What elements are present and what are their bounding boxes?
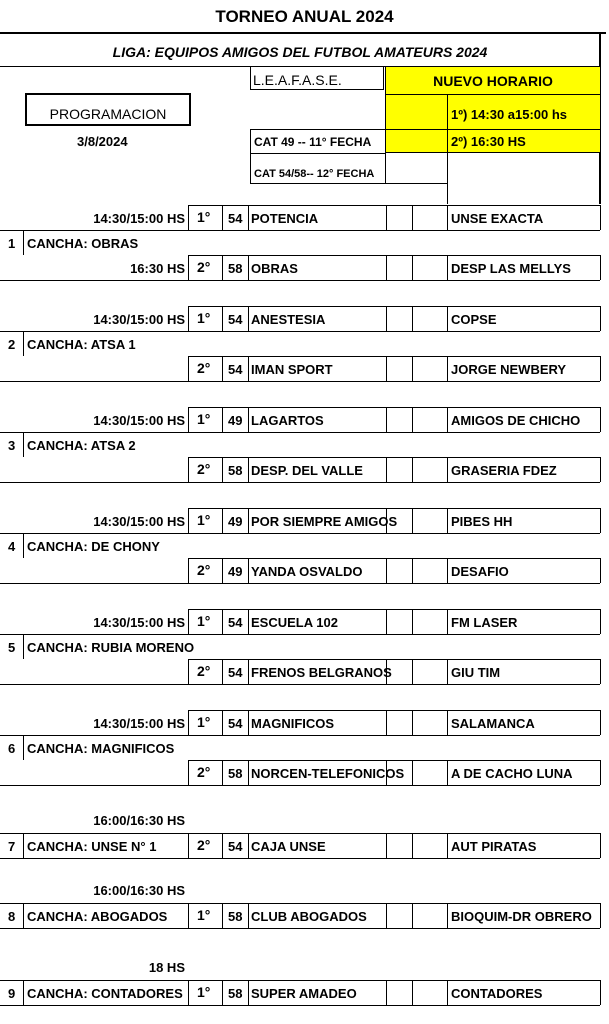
match-time: 16:30 HS bbox=[130, 261, 185, 276]
column-line bbox=[447, 356, 448, 381]
column-line bbox=[412, 407, 413, 432]
column-line bbox=[248, 558, 249, 583]
away-team: AUT PIRATAS bbox=[451, 839, 537, 854]
schedule-second: 2º) 16:30 HS bbox=[451, 134, 526, 149]
column-line bbox=[248, 205, 249, 230]
match-category: 49 bbox=[228, 564, 243, 579]
column-line bbox=[248, 760, 249, 785]
match-time: 14:30/15:00 HS bbox=[93, 413, 185, 428]
column-line bbox=[23, 634, 24, 659]
column-line bbox=[600, 306, 601, 331]
column-line bbox=[248, 710, 249, 735]
column-line bbox=[600, 205, 601, 230]
match-category: 54 bbox=[228, 211, 243, 226]
divider bbox=[0, 32, 606, 34]
column-line bbox=[188, 356, 189, 381]
match-order: 2° bbox=[197, 663, 211, 679]
row-line bbox=[188, 710, 600, 711]
column-line bbox=[222, 508, 223, 533]
column-line bbox=[248, 306, 249, 331]
row-line bbox=[188, 1005, 600, 1006]
row-line bbox=[188, 735, 600, 736]
row-line bbox=[188, 558, 600, 559]
away-team: A DE CACHO LUNA bbox=[451, 766, 573, 781]
column-line bbox=[412, 558, 413, 583]
column-line bbox=[222, 710, 223, 735]
field-name: CANCHA: RUBIA MORENO bbox=[27, 640, 195, 655]
column-line bbox=[447, 306, 448, 331]
column-line bbox=[386, 205, 387, 230]
match-category: 54 bbox=[228, 615, 243, 630]
column-line bbox=[222, 407, 223, 432]
field-number: 9 bbox=[8, 986, 16, 1001]
column-line bbox=[188, 508, 189, 533]
match-order: 2° bbox=[197, 461, 211, 477]
row-line bbox=[188, 205, 600, 206]
column-line bbox=[188, 710, 189, 735]
match-category: 58 bbox=[228, 909, 243, 924]
field-name: CANCHA: OBRAS bbox=[27, 236, 139, 251]
row-line bbox=[0, 381, 222, 382]
home-team: ANESTESIA bbox=[251, 312, 326, 327]
column-line bbox=[447, 609, 448, 634]
column-line bbox=[412, 356, 413, 381]
column-line bbox=[222, 980, 223, 1005]
match-category: 54 bbox=[228, 716, 243, 731]
column-line bbox=[412, 457, 413, 482]
column-line bbox=[412, 760, 413, 785]
row-line bbox=[188, 280, 600, 281]
schedule-first: 1º) 14:30 a15:00 hs bbox=[451, 107, 568, 122]
column-line bbox=[386, 833, 387, 858]
column-line bbox=[23, 331, 24, 356]
home-team: SUPER AMADEO bbox=[251, 986, 357, 1001]
field-number: 1 bbox=[8, 236, 16, 251]
field-number: 5 bbox=[8, 640, 16, 655]
column-line bbox=[600, 508, 601, 533]
column-line bbox=[386, 407, 387, 432]
match-time: 14:30/15:00 HS bbox=[93, 514, 185, 529]
match-order: 1° bbox=[197, 714, 211, 730]
field-number: 4 bbox=[8, 539, 16, 554]
home-team: DESP. DEL VALLE bbox=[251, 463, 363, 478]
divider bbox=[250, 153, 386, 154]
column-line bbox=[222, 833, 223, 858]
column-line bbox=[412, 508, 413, 533]
row-line bbox=[0, 903, 222, 904]
row-line bbox=[188, 659, 600, 660]
block-time: 16:00/16:30 HS bbox=[93, 883, 185, 898]
row-line bbox=[188, 508, 600, 509]
column-line bbox=[600, 407, 601, 432]
field-number: 2 bbox=[8, 337, 16, 352]
match-order: 1° bbox=[197, 411, 211, 427]
programacion-label: PROGRAMACION bbox=[49, 106, 167, 122]
row-line bbox=[188, 833, 600, 834]
column-line bbox=[188, 306, 189, 331]
match-time: 14:30/15:00 HS bbox=[93, 211, 185, 226]
away-team: AMIGOS DE CHICHO bbox=[451, 413, 581, 428]
column-line bbox=[248, 356, 249, 381]
column-line bbox=[386, 558, 387, 583]
column-line bbox=[600, 903, 601, 928]
match-order: 1° bbox=[197, 512, 211, 528]
column-line bbox=[23, 735, 24, 760]
row-line bbox=[0, 432, 222, 433]
field-number: 3 bbox=[8, 438, 16, 453]
row-line bbox=[188, 432, 600, 433]
row-line bbox=[188, 609, 600, 610]
column-line bbox=[412, 609, 413, 634]
column-line bbox=[386, 609, 387, 634]
match-order: 1° bbox=[197, 984, 211, 1000]
column-line bbox=[412, 903, 413, 928]
column-line bbox=[447, 558, 448, 583]
column-line bbox=[412, 833, 413, 858]
home-team: CLUB ABOGADOS bbox=[251, 909, 367, 924]
row-line bbox=[0, 482, 222, 483]
field-number: 8 bbox=[8, 909, 16, 924]
row-line bbox=[0, 634, 222, 635]
match-order: 1° bbox=[197, 907, 211, 923]
row-line bbox=[188, 331, 600, 332]
match-order: 2° bbox=[197, 259, 211, 275]
column-line bbox=[600, 659, 601, 684]
column-line bbox=[248, 980, 249, 1005]
column-line bbox=[412, 710, 413, 735]
column-line bbox=[248, 609, 249, 634]
column-line bbox=[188, 980, 189, 1005]
column-line bbox=[188, 205, 189, 230]
league-title: LIGA: EQUIPOS AMIGOS DEL FUTBOL AMATEURS 2024 bbox=[112, 44, 488, 60]
divider bbox=[386, 94, 600, 95]
column-line bbox=[23, 833, 24, 858]
row-line bbox=[188, 457, 600, 458]
column-line bbox=[412, 306, 413, 331]
column-line bbox=[412, 205, 413, 230]
home-team: CAJA UNSE bbox=[251, 839, 326, 854]
home-team: NORCEN-TELEFONICOS bbox=[251, 766, 405, 781]
row-line bbox=[0, 331, 222, 332]
column-line bbox=[248, 659, 249, 684]
match-order: 1° bbox=[197, 209, 211, 225]
match-category: 58 bbox=[228, 261, 243, 276]
row-line bbox=[0, 280, 222, 281]
match-category: 54 bbox=[228, 665, 243, 680]
column-line bbox=[600, 558, 601, 583]
column-line bbox=[222, 205, 223, 230]
match-order: 1° bbox=[197, 310, 211, 326]
column-line bbox=[386, 457, 387, 482]
page-title: TORNEO ANUAL 2024 bbox=[215, 7, 394, 26]
row-line bbox=[188, 858, 600, 859]
column-line bbox=[447, 760, 448, 785]
row-line bbox=[0, 1005, 222, 1006]
row-line bbox=[188, 785, 600, 786]
column-line bbox=[248, 508, 249, 533]
row-line bbox=[188, 533, 600, 534]
column-line bbox=[222, 760, 223, 785]
column-line bbox=[600, 356, 601, 381]
column-line bbox=[600, 760, 601, 785]
field-name: CANCHA: UNSE N° 1 bbox=[27, 839, 157, 854]
home-team: POTENCIA bbox=[251, 211, 319, 226]
column-line bbox=[386, 980, 387, 1005]
row-line bbox=[0, 785, 222, 786]
column-line bbox=[188, 558, 189, 583]
row-line bbox=[188, 255, 600, 256]
column-line bbox=[248, 407, 249, 432]
column-line bbox=[188, 760, 189, 785]
column-line bbox=[386, 903, 387, 928]
row-line bbox=[188, 407, 600, 408]
match-time: 14:30/15:00 HS bbox=[93, 615, 185, 630]
away-team: JORGE NEWBERY bbox=[451, 362, 567, 377]
row-line bbox=[188, 928, 600, 929]
column-line bbox=[23, 230, 24, 255]
divider bbox=[386, 129, 600, 130]
match-category: 54 bbox=[228, 362, 243, 377]
org-label: L.E.A.F.A.S.E. bbox=[253, 72, 342, 88]
match-category: 58 bbox=[228, 766, 243, 781]
away-team: GRASERIA FDEZ bbox=[451, 463, 557, 478]
away-team: BIOQUIM-DR OBRERO bbox=[451, 909, 592, 924]
column-line bbox=[447, 833, 448, 858]
home-team: LAGARTOS bbox=[251, 413, 324, 428]
column-line bbox=[222, 457, 223, 482]
column-line bbox=[222, 609, 223, 634]
match-order: 2° bbox=[197, 360, 211, 376]
block-time: 18 HS bbox=[148, 960, 185, 975]
home-team: YANDA OSVALDO bbox=[251, 564, 363, 579]
column-line bbox=[412, 980, 413, 1005]
column-line bbox=[386, 255, 387, 280]
field-name: CANCHA: CONTADORES bbox=[27, 986, 183, 1001]
match-order: 1° bbox=[197, 613, 211, 629]
column-line bbox=[412, 659, 413, 684]
column-line bbox=[600, 980, 601, 1005]
field-name: CANCHA: ABOGADOS bbox=[27, 909, 168, 924]
column-line bbox=[222, 903, 223, 928]
block-time: 16:00/16:30 HS bbox=[93, 813, 185, 828]
row-line bbox=[0, 230, 222, 231]
column-line bbox=[188, 255, 189, 280]
field-name: CANCHA: MAGNIFICOS bbox=[27, 741, 175, 756]
column-line bbox=[222, 255, 223, 280]
match-category: 54 bbox=[228, 839, 243, 854]
new-schedule-title: NUEVO HORARIO bbox=[433, 73, 553, 89]
column-line bbox=[222, 558, 223, 583]
home-team: ESCUELA 102 bbox=[251, 615, 338, 630]
match-category: 49 bbox=[228, 413, 243, 428]
column-line bbox=[600, 833, 601, 858]
home-team: IMAN SPORT bbox=[251, 362, 333, 377]
column-line bbox=[23, 980, 24, 1005]
row-line bbox=[0, 833, 222, 834]
row-line bbox=[188, 980, 600, 981]
match-order: 2° bbox=[197, 562, 211, 578]
column-line bbox=[447, 457, 448, 482]
row-line bbox=[0, 980, 222, 981]
match-order: 2° bbox=[197, 837, 211, 853]
row-line bbox=[0, 583, 222, 584]
away-team: CONTADORES bbox=[451, 986, 543, 1001]
column-line bbox=[386, 306, 387, 331]
column-line bbox=[188, 833, 189, 858]
row-line bbox=[188, 684, 600, 685]
row-line bbox=[0, 858, 222, 859]
row-line bbox=[188, 583, 600, 584]
column-line bbox=[248, 457, 249, 482]
row-line bbox=[188, 381, 600, 382]
column-line bbox=[188, 659, 189, 684]
column-line bbox=[386, 710, 387, 735]
category-54-58: CAT 54/58-- 12° FECHA bbox=[254, 168, 375, 180]
home-team: OBRAS bbox=[251, 261, 298, 276]
match-time: 14:30/15:00 HS bbox=[93, 716, 185, 731]
row-line bbox=[0, 928, 222, 929]
column-line bbox=[447, 903, 448, 928]
away-team: SALAMANCA bbox=[451, 716, 535, 731]
field-number: 7 bbox=[8, 839, 16, 854]
column-line bbox=[447, 205, 448, 230]
column-line bbox=[188, 457, 189, 482]
column-line bbox=[447, 407, 448, 432]
column-line bbox=[248, 255, 249, 280]
row-line bbox=[0, 735, 222, 736]
match-category: 49 bbox=[228, 514, 243, 529]
column-line bbox=[600, 609, 601, 634]
row-line bbox=[188, 306, 600, 307]
column-line bbox=[23, 533, 24, 558]
column-line bbox=[447, 508, 448, 533]
home-team: FRENOS BELGRANOS bbox=[251, 665, 392, 680]
column-line bbox=[188, 903, 189, 928]
column-line bbox=[447, 255, 448, 280]
row-line bbox=[188, 634, 600, 635]
column-line bbox=[412, 255, 413, 280]
row-line bbox=[188, 903, 600, 904]
divider bbox=[386, 183, 448, 184]
match-category: 54 bbox=[228, 312, 243, 327]
field-name: CANCHA: DE CHONY bbox=[27, 539, 160, 554]
row-line bbox=[188, 356, 600, 357]
away-team: PIBES HH bbox=[451, 514, 513, 529]
column-line bbox=[188, 407, 189, 432]
away-team: COPSE bbox=[451, 312, 497, 327]
column-line bbox=[447, 710, 448, 735]
column-line bbox=[600, 710, 601, 735]
match-order: 2° bbox=[197, 764, 211, 780]
row-line bbox=[188, 230, 600, 231]
column-line bbox=[386, 356, 387, 381]
row-line bbox=[188, 760, 600, 761]
column-line bbox=[248, 903, 249, 928]
row-line bbox=[188, 482, 600, 483]
match-time: 14:30/15:00 HS bbox=[93, 312, 185, 327]
field-name: CANCHA: ATSA 1 bbox=[27, 337, 136, 352]
row-line bbox=[0, 533, 222, 534]
divider bbox=[386, 152, 600, 153]
column-line bbox=[248, 833, 249, 858]
date-label: 3/8/2024 bbox=[77, 134, 128, 149]
column-line bbox=[600, 457, 601, 482]
away-team: UNSE EXACTA bbox=[451, 211, 544, 226]
match-category: 58 bbox=[228, 463, 243, 478]
home-team: POR SIEMPRE AMIGOS bbox=[251, 514, 398, 529]
away-team: GIU TIM bbox=[451, 665, 501, 680]
row-line bbox=[0, 684, 222, 685]
column-line bbox=[600, 255, 601, 280]
column-line bbox=[23, 432, 24, 457]
away-team: DESAFIO bbox=[451, 564, 509, 579]
column-line bbox=[222, 356, 223, 381]
column-line bbox=[23, 903, 24, 928]
column-line bbox=[222, 306, 223, 331]
category-49: CAT 49 -- 11° FECHA bbox=[254, 135, 372, 149]
divider bbox=[447, 94, 448, 204]
field-number: 6 bbox=[8, 741, 16, 756]
column-line bbox=[447, 659, 448, 684]
column-line bbox=[222, 659, 223, 684]
field-name: CANCHA: ATSA 2 bbox=[27, 438, 136, 453]
match-category: 58 bbox=[228, 986, 243, 1001]
column-line bbox=[188, 609, 189, 634]
column-line bbox=[447, 980, 448, 1005]
away-team: DESP LAS MELLYS bbox=[451, 261, 571, 276]
home-team: MAGNIFICOS bbox=[251, 716, 335, 731]
away-team: FM LASER bbox=[451, 615, 518, 630]
